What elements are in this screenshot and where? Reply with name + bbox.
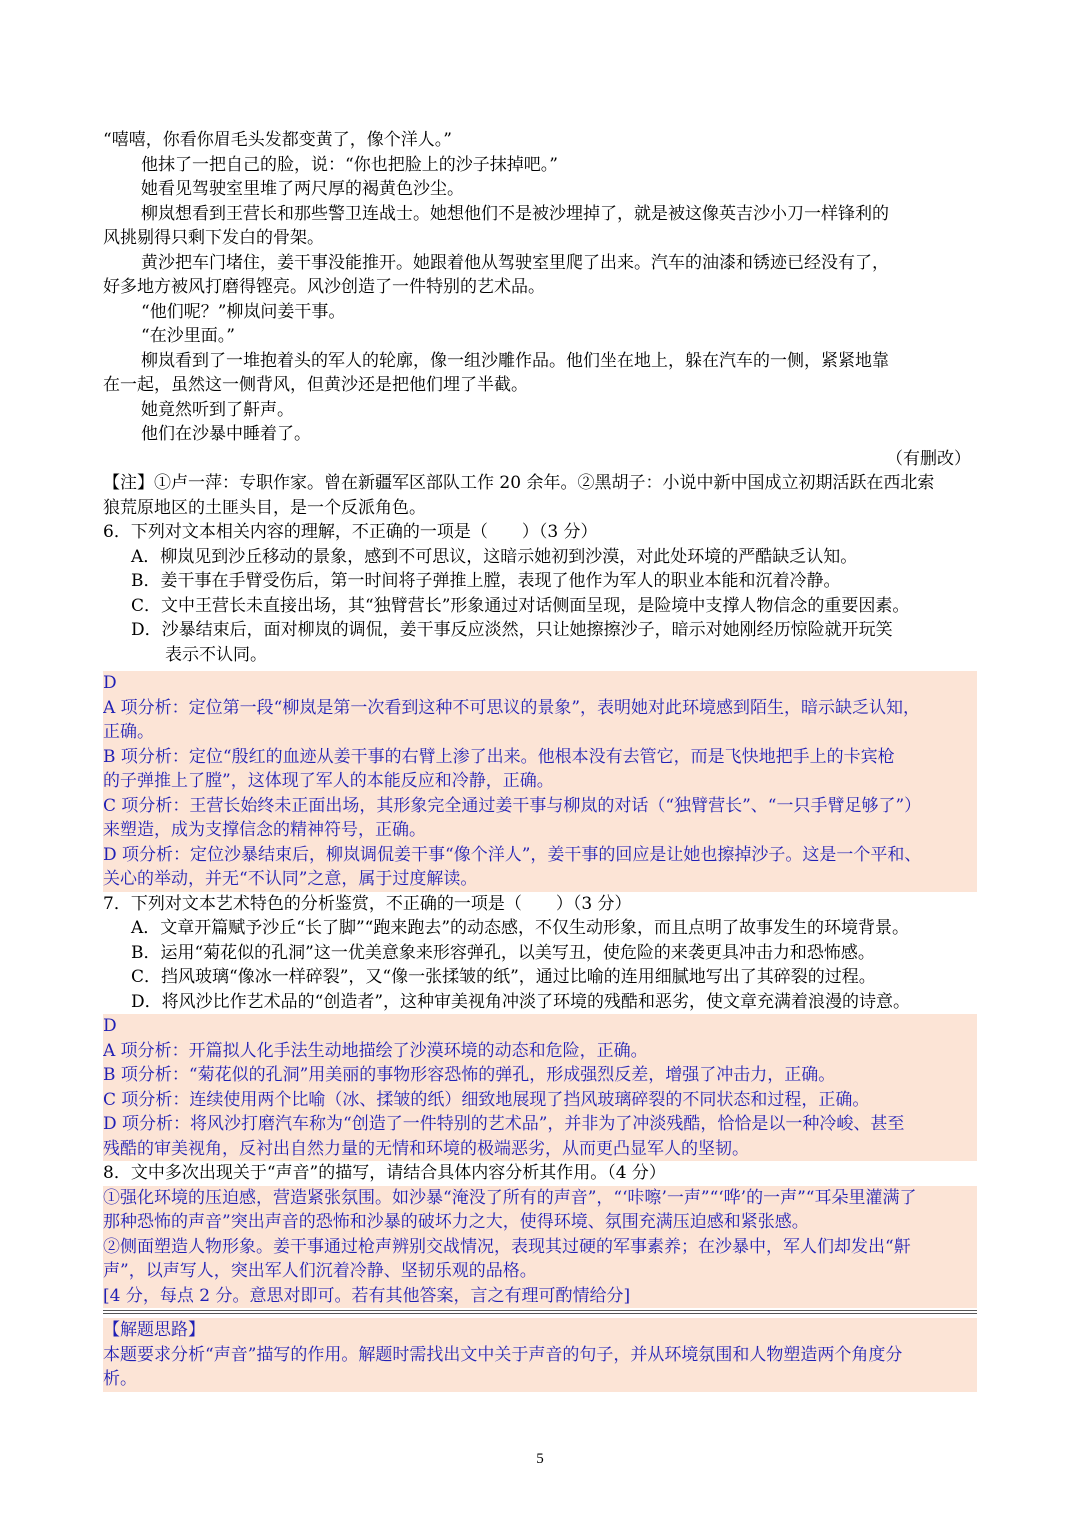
answer-block bbox=[103, 1186, 977, 1309]
footnote-line: 【注】①卢一萍：专职作家。曾在新疆军区部队工作 20 余年。②黑胡子：小说中新中国成立初期活跃在西北索 bbox=[103, 473, 935, 493]
answer-line: B 项分析：定位“殷红的血迹从姜干事的右臂上渗了出来。他根本没有去管它，而是飞快地把手上的卡宾枪 bbox=[103, 746, 895, 767]
answer-line: C 项分析：连续使用两个比喻（冰、揉皱的纸）细致地展现了挡风玻璃碎裂的不同状态和过程，正确。 bbox=[103, 1089, 870, 1110]
story-excerpt bbox=[103, 128, 977, 447]
answer-line: 残酷的审美视角，反衬出自然力量的无情和环境的极端恶劣，从而更凸显军人的坚韧。 bbox=[103, 1138, 749, 1159]
thinking-line: 析。 bbox=[103, 1369, 137, 1389]
answer-line: D 项分析：定位沙暴结束后，柳岚调侃姜干事“像个洋人”，姜干事的回应是让她也擦掉沙子。这是一个平和、 bbox=[103, 844, 922, 865]
question-stem: 7．下列对文本艺术特色的分析鉴赏，不正确的一项是（ ）（3 分） bbox=[103, 893, 632, 914]
footnote bbox=[103, 471, 977, 520]
question-option: 表示不认同。 bbox=[165, 644, 267, 665]
answer-line: A 项分析：开篇拟人化手法生动地描绘了沙漠环境的动态和危险，正确。 bbox=[103, 1040, 648, 1061]
answer-line: D bbox=[103, 1016, 117, 1036]
question-option: B．姜干事在手臂受伤后，第一时间将子弹推上膛，表现了他作为军人的职业本能和沉着冷静。 bbox=[131, 571, 841, 591]
story-paragraph: “在沙里面。” bbox=[141, 326, 235, 346]
answer-line: C 项分析：王营长始终未正面出场，其形象完全通过姜干事与柳岚的对话（“独臂营长”、“一只手臂足够了”） bbox=[103, 795, 922, 816]
story-paragraph: 他们在沙暴中睡着了。 bbox=[141, 424, 311, 444]
story-paragraph: 她竟然听到了鼾声。 bbox=[141, 399, 294, 420]
story-paragraph: 她看见驾驶室里堆了两尺厚的褐黄色沙尘。 bbox=[141, 179, 464, 199]
question-6 bbox=[103, 520, 977, 892]
answer-line: B 项分析：“菊花似的孔洞”用美丽的事物形容恐怖的弹孔，形成强烈反差，增强了冲击力，正确。 bbox=[103, 1065, 836, 1085]
question-option: C．文中王营长未直接出场，其“独臂营长”形象通过对话侧面呈现，是险境中支撑人物信念的重要因素。 bbox=[131, 595, 910, 616]
question-8 bbox=[103, 1161, 977, 1392]
story-paragraph: 柳岚想看到王营长和那些警卫连战士。她想他们不是被沙埋掉了，就是被这像英吉沙小刀一样锋利的 bbox=[141, 203, 889, 224]
answer-line: D bbox=[103, 673, 117, 693]
answer-line: 声”，以声写人，突出军人们沉着冷静、坚韧乐观的品格。 bbox=[103, 1261, 537, 1281]
answer-line: 来塑造，成为支撑信念的精神符号，正确。 bbox=[103, 820, 426, 840]
thinking-heading: 【解题思路】 bbox=[103, 1320, 205, 1340]
question-option: C．挡风玻璃“像冰一样碎裂”，又“像一张揉皱的纸”，通过比喻的连用细腻地写出了其碎裂的过程。 bbox=[131, 967, 876, 987]
story-paragraph: 柳岚看到了一堆抱着头的军人的轮廓，像一组沙雕作品。他们坐在地上，躲在汽车的一侧，紧紧地靠 bbox=[141, 350, 889, 371]
story-paragraph: 好多地方被风打磨得铿亮。风沙创造了一件特别的艺术品。 bbox=[103, 277, 545, 297]
question-option: D．将风沙比作艺术品的“创造者”，这种审美视角冲淡了环境的残酷和恶劣，使文章充满着浪漫的诗意。 bbox=[131, 991, 911, 1012]
story-paragraph: 黄沙把车门堵住，姜干事没能推开。她跟着他从驾驶室里爬了出来。汽车的油漆和锈迹已经没有了， bbox=[141, 252, 889, 273]
answer-block bbox=[103, 671, 977, 892]
answer-line: 的子弹推上了膛”，这体现了军人的本能反应和冷静，正确。 bbox=[103, 771, 554, 791]
question-stem: 8．文中多次出现关于“声音”的描写，请结合具体内容分析其作用。（4 分） bbox=[103, 1163, 666, 1183]
answer-line: [4 分，每点 2 分。意思对即可。若有其他答案，言之有理可酌情给分] bbox=[103, 1285, 631, 1306]
footnote-line: 狼荒原地区的土匪头目，是一个反派角色。 bbox=[103, 497, 426, 518]
answer-line: 正确。 bbox=[103, 722, 154, 742]
story-paragraph: “嘻嘻，你看你眉毛头发都变黄了，像个洋人。” bbox=[103, 130, 452, 150]
source-note: （有删改） bbox=[886, 448, 971, 469]
question-option: B．运用“菊花似的孔洞”这一优美意象来形容弹孔，以美写丑，使危险的来袭更具冲击力和恐怖感。 bbox=[131, 942, 875, 963]
answer-line: 那种恐怖的声音”突出声音的恐怖和沙暴的破坏力之大，使得环境、氛围充满压迫感和紧张感。 bbox=[103, 1212, 809, 1232]
answer-block bbox=[103, 1014, 977, 1161]
answer-line: A 项分析：定位第一段“柳岚是第一次看到这种不可思议的景象”，表明她对此环境感到陌生，暗示缺乏认知， bbox=[103, 697, 921, 718]
question-7 bbox=[103, 892, 977, 1162]
story-paragraph: “他们呢？”柳岚问姜干事。 bbox=[141, 301, 346, 322]
answer-line: ②侧面塑造人物形象。姜干事通过枪声辨别交战情况，表现其过硬的军事素养；在沙暴中，军人们却发出“鼾 bbox=[103, 1236, 911, 1257]
page-number: 5 bbox=[536, 1451, 544, 1467]
story-paragraph: 他抹了一把自己的脸，说：“你也把脸上的沙子抹掉吧。” bbox=[141, 154, 558, 175]
question-option: D．沙暴结束后，面对柳岚的调侃，姜干事反应淡然，只让她擦擦沙子，暗示对她刚经历惊险就开玩笑 bbox=[131, 620, 893, 640]
story-paragraph: 风挑剔得只剩下发白的骨架。 bbox=[103, 228, 324, 248]
thinking-line: 本题要求分析“声音”描写的作用。解题时需找出文中关于声音的句子，并从环境氛围和人物塑造两个角度分 bbox=[103, 1344, 903, 1365]
answer-line: 关心的举动，并无“不认同”之意，属于过度解读。 bbox=[103, 869, 478, 889]
answer-line: ①强化环境的压迫感，营造紧张氛围。如沙暴“淹没了所有的声音”，“‘咔嚓’一声”“‘哗’的一声”“耳朵里灌满了 bbox=[103, 1187, 917, 1208]
question-option: A．柳岚见到沙丘移动的景象，感到不可思议，这暗示她初到沙漠，对此处环境的严酷缺乏认知。 bbox=[131, 546, 858, 567]
story-paragraph: 在一起，虽然这一侧背风，但黄沙还是把他们埋了半截。 bbox=[103, 375, 528, 395]
question-stem: 6．下列对文本相关内容的理解，不正确的一项是（ ）（3 分） bbox=[103, 522, 598, 542]
question-option: A．文章开篇赋予沙丘“长了脚”“跑来跑去”的动态感，不仅生动形象，而且点明了故事发生的环境背景。 bbox=[131, 918, 910, 938]
section-divider bbox=[103, 1310, 977, 1314]
thinking-block bbox=[103, 1318, 977, 1392]
page-content bbox=[103, 128, 977, 1392]
answer-line: D 项分析：将风沙打磨汽车称为“创造了一件特别的艺术品”，并非为了冲淡残酷，恰恰是以一种冷峻、甚至 bbox=[103, 1114, 905, 1134]
